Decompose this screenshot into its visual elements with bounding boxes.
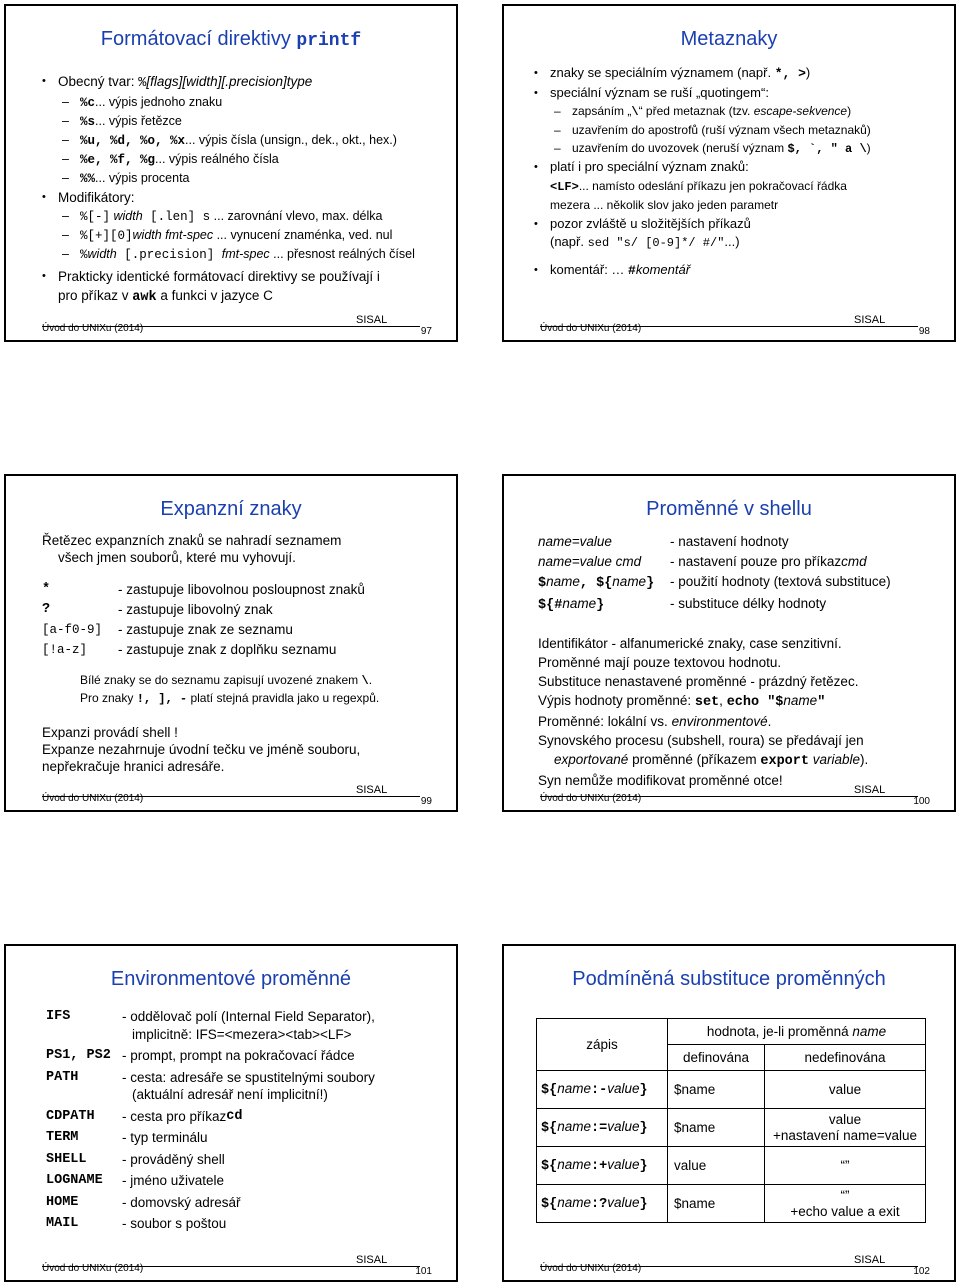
special-space: mezera ... několik slov jako jeden parametr (550, 198, 779, 212)
sub-item: – %[-] width [.len] s ... zarovnání vlevo, max. délka (42, 207, 444, 226)
expansion-desc: Řetězec expanzních znaků se nahradí seznamem (42, 533, 342, 548)
sisal-label: SISAL (356, 314, 388, 326)
expansion-dot: Expanze nezahrnuje úvodní tečku ve jméně souboru, (42, 742, 361, 757)
page-number: 100 (913, 796, 930, 807)
page-number: 102 (913, 1266, 930, 1277)
para-subshell: Synovského procesu (subshell, roura) se předávají jen (538, 733, 864, 748)
page-number: 98 (918, 326, 930, 337)
env-row: PS1, PS2 - prompt, prompt na pokračovací řádce (46, 1048, 355, 1063)
sub-item: – uzavřením do uvozovek (neruší význam $, `, " a \) (534, 139, 942, 158)
env-row: LOGNAME - jméno uživatele (46, 1173, 225, 1188)
bullet-metachar: • znaky se speciálním významem (např. *, >) (534, 64, 942, 84)
slide-100 (502, 474, 956, 812)
table-row: ${name:+value} value “” (537, 1147, 926, 1185)
substitution-table (536, 1018, 926, 1223)
header-undefined: nedefinována (765, 1045, 926, 1071)
bullet-comment: • komentář: … #komentář (534, 261, 942, 281)
env-row-cont: (aktuální adresář není implicitní!) (132, 1087, 328, 1102)
var-row: ${#name} - substituce délky hodnoty (538, 596, 827, 613)
slide-101 (4, 944, 458, 1282)
table-row: ${name:=value} $name value +nastavení name=value (537, 1109, 926, 1147)
slide-title: Proměnné v shellu (646, 498, 812, 520)
bullet-complex: • pozor zvláště u složitějších příkazů (534, 215, 942, 234)
table-row: ${name:-value} $name value (537, 1071, 926, 1109)
env-row: MAIL - soubor s poštou (46, 1216, 227, 1231)
sub-item: – %s... výpis řetězce (42, 112, 444, 131)
env-row: CDPATH - cesta pro příkaz cd (46, 1108, 243, 1124)
bullet-modifiers: • Modifikátory: (42, 188, 444, 207)
sub-item: – %u, %d, %o, %x... výpis čísla (unsign., dek., okt., hex.) (42, 131, 444, 150)
footer-text: Úvod do UNIXu (2014) (42, 323, 144, 334)
env-row: SHELL - prováděný shell (46, 1151, 225, 1167)
note-special: Pro znaky !, ], - platí stejná pravidla jako u regexpů. (80, 691, 380, 706)
slide-title: Expanzní znaky (160, 498, 302, 520)
para-local: Proměnné: lokální vs. environmentové. (538, 714, 772, 729)
para-son: Syn nemůže modifikovat proměnné otce! (538, 773, 783, 788)
table-row: ${name:?value} $name “” +echo value a exit (537, 1185, 926, 1223)
sub-item: – %e, %f, %g... výpis reálného čísla (42, 150, 444, 169)
bullet-special: • platí i pro speciální význam znaků: (534, 158, 942, 177)
bullet-practical: • Prakticky identické formátovací direktivy se používají i (42, 267, 444, 286)
expansion-dir: nepřekračuje hranici adresáře. (42, 759, 225, 774)
wildcard-row: [!a-z] - zastupuje znak z doplňku seznamu (42, 642, 337, 657)
page-number: 101 (415, 1266, 432, 1277)
env-row: PATH - cesta: adresáře se spustitelnými soubory (46, 1069, 375, 1085)
slide-102 (502, 944, 956, 1282)
env-row: IFS - oddělovač polí (Internal Field Separator), (46, 1009, 375, 1024)
bullet-quoting: • speciální význam se ruší „quotingem“: (534, 84, 942, 103)
var-row: $name, ${name} - použití hodnoty (textová substituce) (538, 574, 891, 591)
wildcard-row: * - zastupuje libovolnou posloupnost znaků (42, 582, 365, 597)
sub-item: – uzavřením do apostrofů (ruší význam všech metaznaků) (534, 121, 942, 139)
header-zapis: zápis (537, 1019, 668, 1071)
para-subshell-cont: exportované proměnné (příkazem export variable). (554, 752, 869, 769)
footer-text: Úvod do UNIXu (2014) (540, 1263, 642, 1274)
slide-97 (4, 4, 458, 342)
sub-item: – %width [.precision] fmt-spec ... přesnost reálných čísel (42, 245, 444, 264)
footer-text: Úvod do UNIXu (2014) (42, 1263, 144, 1274)
slide-title: Environmentové proměnné (110, 968, 352, 990)
footer-text: Úvod do UNIXu (2014) (42, 793, 144, 804)
bullet-general-form: • Obecný tvar: %[flags][width][.precision]type (42, 72, 444, 93)
wildcard-row: ? - zastupuje libovolný znak (42, 602, 273, 617)
footer-text: Úvod do UNIXu (2014) (540, 793, 642, 804)
env-row: HOME - domovský adresář (46, 1194, 241, 1210)
env-row-cont: implicitně: IFS=<mezera><tab><LF> (132, 1026, 352, 1042)
expansion-shell: Expanzi provádí shell ! (42, 725, 178, 740)
complex-example: (např. sed "s/ [0-9]*/ #/"...) (550, 234, 740, 250)
slide-99 (4, 474, 458, 812)
sub-item: – %[+][0]width fmt-spec ... vynucení znaménka, ved. nul (42, 226, 444, 245)
sub-item: – %%... výpis procenta (42, 169, 444, 188)
slide-title: Metaznaky (680, 28, 778, 50)
slide-98 (502, 4, 956, 342)
sisal-label: SISAL (854, 1254, 886, 1266)
sub-item: – zapsáním „\“ před metaznak (tzv. escape-sekvence) (534, 102, 942, 121)
sisal-label: SISAL (854, 314, 886, 326)
env-row: TERM - typ terminálu (46, 1130, 208, 1145)
sisal-label: SISAL (356, 1254, 388, 1266)
sisal-label: SISAL (356, 784, 388, 796)
slide-title: Podmíněná substituce proměnných (572, 968, 886, 990)
var-row: name=value - nastavení hodnoty (538, 534, 789, 549)
bullet-practical-cont: pro příkaz v awk a funkci v jazyce C (58, 288, 273, 305)
sisal-label: SISAL (854, 784, 886, 796)
header-defined: definována (668, 1045, 765, 1071)
page-number: 97 (420, 326, 432, 337)
para-text-value: Proměnné mají pouze textovou hodnotu. (538, 655, 782, 670)
var-row: name=value cmd - nastavení pouze pro příkaz cmd (538, 554, 867, 569)
wildcard-row: [a-f0-9] - zastupuje znak ze seznamu (42, 622, 293, 637)
para-identifier: Identifikátor - alfanumerické znaky, case senzitivní. (538, 636, 842, 651)
note-whitespace: Bílé znaky se do seznamu zapisují uvozené znakem \. (80, 673, 373, 688)
page-number: 99 (420, 796, 432, 807)
para-print: Výpis hodnoty proměnné: set, echo "$name" (538, 693, 826, 710)
sub-item: – %c... výpis jednoho znaku (42, 93, 444, 112)
special-lf: <LF>... namísto odeslání příkazu jen pokračovací řádka (550, 178, 847, 194)
slide-title: Formátovací direktivy printf (100, 28, 362, 51)
footer-text: Úvod do UNIXu (2014) (540, 323, 642, 334)
expansion-desc-cont: všech jmen souborů, které mu vyhovují. (58, 550, 296, 565)
header-value: hodnota, je-li proměnná name (668, 1019, 926, 1045)
para-unset: Substituce nenastavené proměnné - prázdný řetězec. (538, 674, 859, 689)
